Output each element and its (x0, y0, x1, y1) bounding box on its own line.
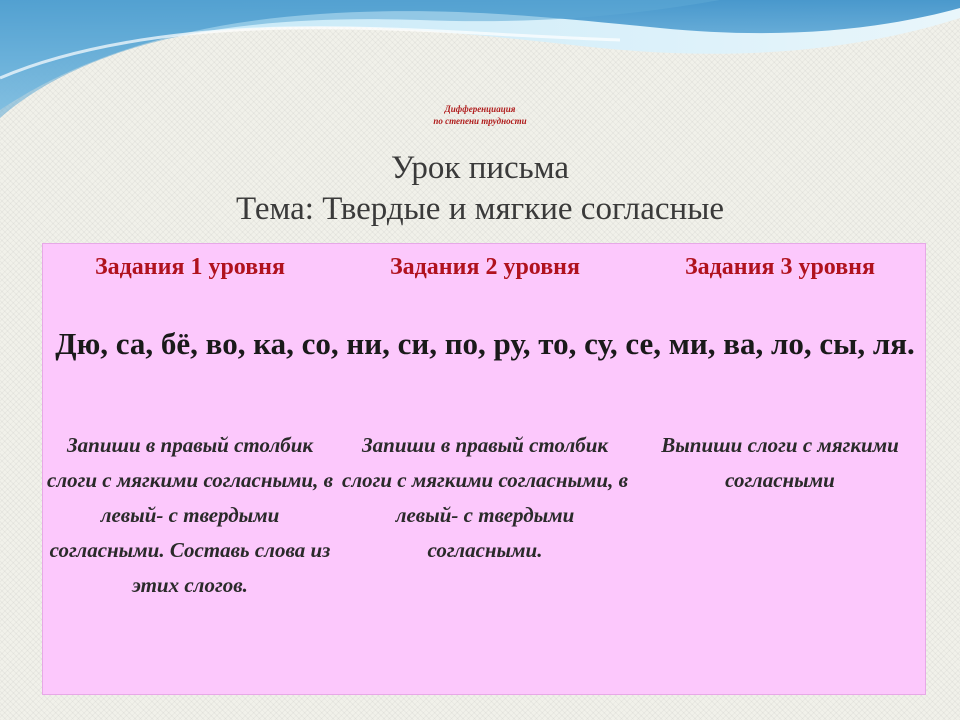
task-text-level-3: Выпиши слоги с мягкими согласными (661, 433, 899, 492)
lesson-title: Урок письма (390, 150, 570, 186)
subtitle-line-1: Дифференциация (444, 104, 516, 114)
column-heading-level-2: Задания 2 уровня (390, 254, 580, 280)
task-text-level-2: Запиши в правый столбик слоги с мягкими согласными, в левый- с твердыми согласными. (342, 433, 628, 562)
lesson-topic: Тема: Твердые и мягкие согласные (235, 191, 725, 227)
task-table (42, 243, 926, 695)
task-text-level-1: Запиши в правый столбик слоги с мягкими согласными, в левый- с твердыми согласными. Составь слова из этих слогов. (47, 433, 333, 597)
syllable-list: Дю, са, бё, во, ка, со, ни, си, по, ру, то, су, се, ми, ва, ло, сы, ля. (55, 326, 915, 361)
column-heading-level-3: Задания 3 уровня (685, 254, 875, 280)
subtitle-line-2: по степени трудности (433, 116, 527, 126)
column-heading-level-1: Задания 1 уровня (95, 254, 285, 280)
